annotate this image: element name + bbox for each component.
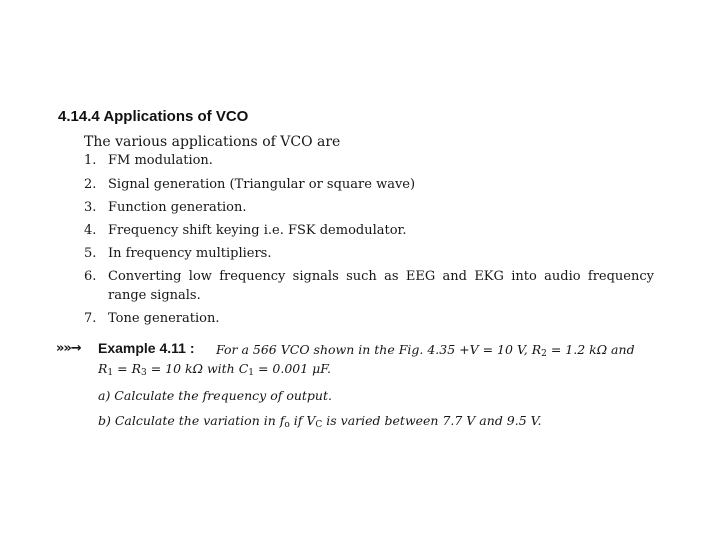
item-text: Converting low frequency signals such as EEG and EKG into audio frequency range signals. — [108, 269, 654, 303]
example-statement-line1 — [216, 342, 635, 359]
item-text: Frequency shift keying i.e. FSK demodulator. — [108, 223, 407, 238]
item-number: 7. — [84, 311, 97, 326]
list-item — [84, 198, 654, 217]
item-text: In frequency multipliers. — [108, 246, 272, 261]
item-number: 1. — [84, 153, 97, 168]
item-number: 4. — [84, 223, 97, 238]
item-number: 6. — [84, 269, 97, 284]
subscript: 3 — [141, 368, 147, 378]
statement-text: = 10 kΩ with C — [146, 361, 249, 376]
item-text: FM modulation. — [108, 153, 213, 168]
item-number: 5. — [84, 246, 97, 261]
statement-text: is varied between 7.7 V and 9.5 V. — [322, 413, 542, 428]
statement-text: For a 566 VCO shown in the Fig. 4.35 +V = 10 V, R — [216, 342, 542, 357]
item-number: 2. — [84, 177, 97, 192]
subscript: 2 — [541, 349, 547, 359]
subscript: C — [315, 420, 323, 430]
example-statement-line2 — [98, 361, 331, 378]
statement-text: = 0.001 μF. — [254, 361, 332, 376]
list-item — [84, 244, 654, 263]
statement-text: if V — [289, 413, 316, 428]
subscript: 1 — [248, 368, 254, 378]
example-part-a: a) Calculate the frequency of output. — [98, 388, 332, 403]
example-title: Example 4.11 : — [98, 340, 195, 356]
list-item — [84, 309, 654, 328]
item-number: 3. — [84, 200, 97, 215]
list-item — [84, 221, 654, 240]
example-part-b — [98, 413, 541, 430]
list-item — [84, 151, 654, 170]
statement-text: b) Calculate the variation in f — [98, 413, 285, 428]
list-item — [84, 267, 654, 305]
item-text: Function generation. — [108, 200, 247, 215]
subscript: o — [284, 420, 290, 430]
section-heading: 4.14.4 Applications of VCO — [58, 108, 249, 125]
list-item — [84, 175, 654, 194]
statement-text: = 1.2 kΩ and — [546, 342, 635, 357]
applications-list — [84, 151, 654, 328]
item-text: Tone generation. — [108, 311, 220, 326]
subscript: 1 — [107, 368, 114, 378]
statement-text: = R — [113, 361, 141, 376]
item-text: Signal generation (Triangular or square wave) — [108, 177, 416, 192]
statement-text: R — [98, 361, 108, 376]
section-intro: The various applications of VCO are — [84, 134, 341, 150]
arrow-icon: »»→ — [56, 341, 81, 356]
